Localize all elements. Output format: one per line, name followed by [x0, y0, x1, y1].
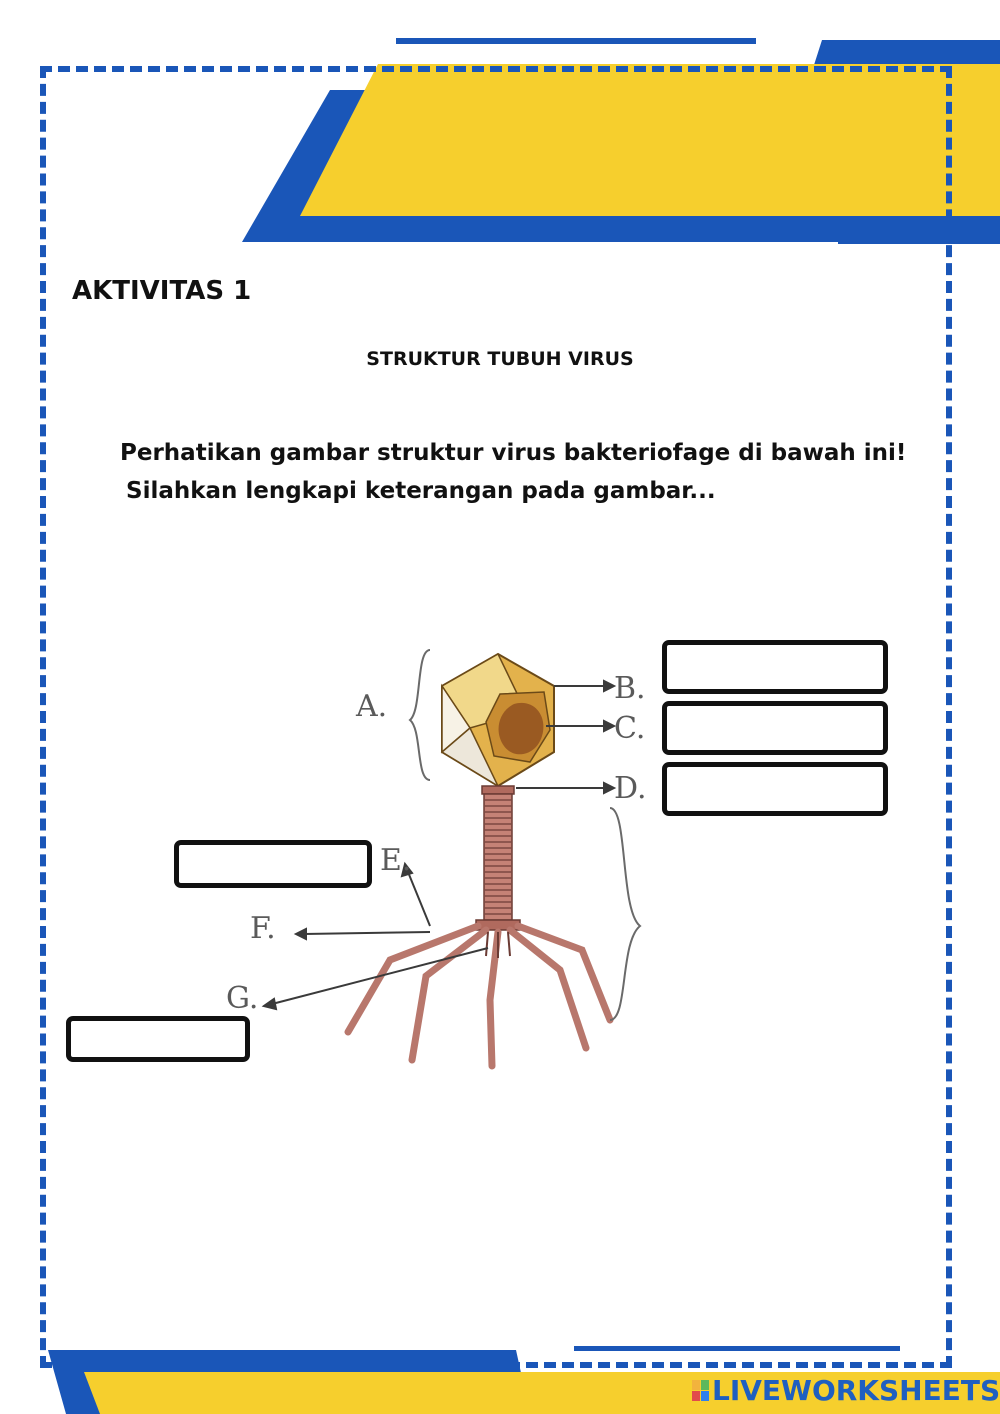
activity-heading: AKTIVITAS 1 — [72, 276, 252, 306]
answer-input-g[interactable] — [66, 1016, 250, 1062]
label-b: B. — [614, 671, 646, 706]
tail-fibers-icon — [348, 926, 610, 1066]
answer-input-c[interactable] — [662, 701, 888, 755]
instruction-line-1: Perhatikan gambar struktur virus bakteriofage di bawah ini! — [120, 440, 907, 466]
answer-input-b[interactable] — [662, 640, 888, 694]
tail-brace — [610, 808, 640, 1020]
worksheet-subtitle: STRUKTUR TUBUH VIRUS — [366, 348, 634, 370]
label-f: F. — [250, 911, 276, 946]
capsid-head-icon — [442, 654, 554, 786]
label-d: D. — [614, 771, 647, 806]
answer-input-d[interactable] — [662, 762, 888, 816]
footer-blue-line — [574, 1346, 900, 1351]
label-g: G. — [226, 981, 259, 1016]
answer-input-e[interactable] — [174, 840, 372, 888]
brand-name: LIVEWORKSHEETS — [712, 1374, 1000, 1407]
instruction-line-2: Silahkan lengkapi keterangan pada gambar... — [126, 478, 716, 504]
liveworksheets-logo — [692, 1374, 1000, 1407]
header-blue-line — [396, 38, 756, 44]
head-brace — [410, 650, 430, 780]
tail-sheath-icon — [484, 794, 512, 920]
collar-icon — [482, 786, 514, 794]
label-c: C. — [614, 711, 646, 746]
label-e: E. — [380, 843, 412, 878]
liveworksheets-logo-icon — [692, 1380, 709, 1401]
label-a: A. — [356, 689, 388, 724]
tail-pins-icon — [486, 932, 510, 958]
